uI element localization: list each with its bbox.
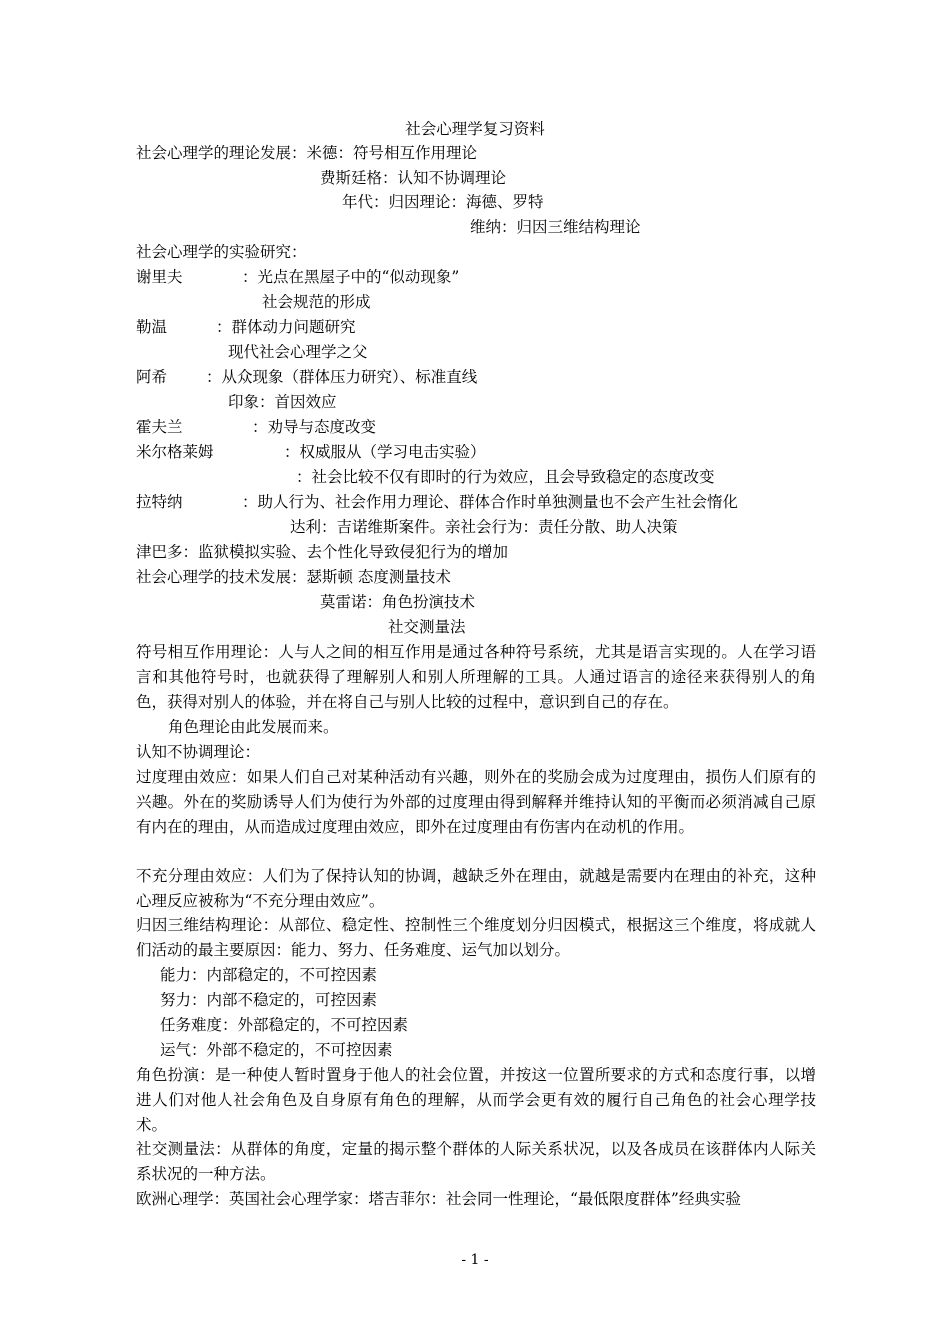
- lewin-desc: ：群体动力问题研究: [216, 318, 356, 336]
- tech-dev-line-1: 社会心理学的技术发展：瑟斯顿 态度测量技术: [136, 568, 451, 586]
- milgram-name: 米尔格莱姆: [136, 443, 214, 461]
- milgram-desc-2: ：社会比较不仅有即时的行为效应，且会导致稳定的态度改变: [296, 468, 715, 486]
- attribution-paragraph: 归因三维结构理论：从部位、稳定性、控制性三个维度划分归因模式，根据这三个维度，将成就人们活动的最主要原因：能力、努力、任务难度、运气加以划分。: [136, 916, 816, 959]
- difficulty-line: 任务难度：外部稳定的，不可控因素: [160, 1016, 409, 1034]
- ability-line: 能力：内部稳定的，不可控因素: [160, 966, 378, 984]
- overjustification-paragraph: 过度理由效应：如果人们自己对某种活动有兴趣，则外在的奖励会成为过度理由，损伤人们原有的兴趣。外在的奖励诱导人们为使行为外部的过度理由得到解释并维持认知的平衡而必须消减自己原有内在的理由，从而造成过度理由效应，即外在过度理由有伤害内在动机的作用。: [136, 768, 816, 836]
- asch-name: 阿希: [136, 368, 168, 386]
- theory-dev-line-4: 维纳：归因三维结构理论: [470, 218, 641, 236]
- lewin-desc-2: 现代社会心理学之父: [228, 343, 368, 361]
- milgram-desc: ：权威服从（学习电击实验）: [284, 443, 486, 461]
- latane-name: 拉特纳: [136, 493, 183, 511]
- theory-dev-line-1: 社会心理学的理论发展：米德：符号相互作用理论: [136, 144, 478, 162]
- latane-desc-2: 达利：吉诺维斯案件。亲社会行为：责任分散、助人决策: [290, 518, 678, 536]
- sociometry-paragraph: 社交测量法：从群体的角度，定量的揭示整个群体的人际关系状况，以及各成员在该群体内人际关系状况的一种方法。: [136, 1140, 816, 1183]
- experiments-heading: 社会心理学的实验研究：: [136, 243, 307, 261]
- european-line: 欧洲心理学：英国社会心理学家：塔吉菲尔：社会同一性理论，“最低限度群体”经典实验: [136, 1190, 741, 1208]
- role-theory-line: 角色理论由此发展而来。: [168, 718, 339, 736]
- dissonance-heading: 认知不协调理论：: [136, 743, 261, 761]
- tech-dev-line-3: 社交测量法: [388, 618, 466, 636]
- sherif-name: 谢里夫: [136, 268, 183, 286]
- theory-dev-line-2: 费斯廷格：认知不协调理论: [320, 169, 507, 187]
- luck-line: 运气：外部不稳定的，不可控因素: [160, 1041, 393, 1059]
- roleplay-paragraph: 角色扮演：是一种使人暂时置身于他人的社会位置，并按这一位置所要求的方式和态度行事，以增进人们对他人社会角色及自身原有角色的理解，从而学会更有效的履行自己角色的社会心理学技术。: [136, 1066, 816, 1134]
- symbolic-paragraph: 符号相互作用理论：人与人之间的相互作用是通过各种符号系统，尤其是语言实现的。人在学习语言和其他符号时，也就获得了理解别人和别人所理解的工具。人通过语言的途径来获得别人的角色，获得对别人的体验，并在将自己与别人比较的过程中，意识到自己的存在。: [136, 643, 816, 711]
- latane-desc: ：助人行为、社会作用力理论、群体合作时单独测量也不会产生社会惰化: [242, 493, 739, 511]
- tech-dev-line-2: 莫雷诺：角色扮演技术: [320, 593, 476, 611]
- hovland-name: 霍夫兰: [136, 418, 183, 436]
- sherif-desc-2: 社会规范的形成: [262, 293, 371, 311]
- effort-line: 努力：内部不稳定的，可控因素: [160, 991, 378, 1009]
- sherif-desc: ：光点在黑屋子中的“似动现象”: [242, 268, 460, 286]
- page-title: 社会心理学复习资料: [405, 120, 545, 138]
- zimbardo-line: 津巴多：监狱模拟实验、去个性化导致侵犯行为的增加: [136, 543, 509, 561]
- asch-desc-2: 印象：首因效应: [228, 393, 337, 411]
- hovland-desc: ：劝导与态度改变: [252, 418, 377, 436]
- insufficient-paragraph: 不充分理由效应：人们为了保持认知的协调，越缺乏外在理由，就越是需要内在理由的补充，这种心理反应被称为“不充分理由效应”。: [136, 867, 816, 910]
- asch-desc: ：从众现象（群体压力研究）、标准直线: [206, 368, 478, 386]
- page-number: - 1 -: [461, 1252, 489, 1268]
- lewin-name: 勒温: [136, 318, 168, 336]
- theory-dev-line-3: 年代：归因理论：海德、罗特: [342, 193, 544, 211]
